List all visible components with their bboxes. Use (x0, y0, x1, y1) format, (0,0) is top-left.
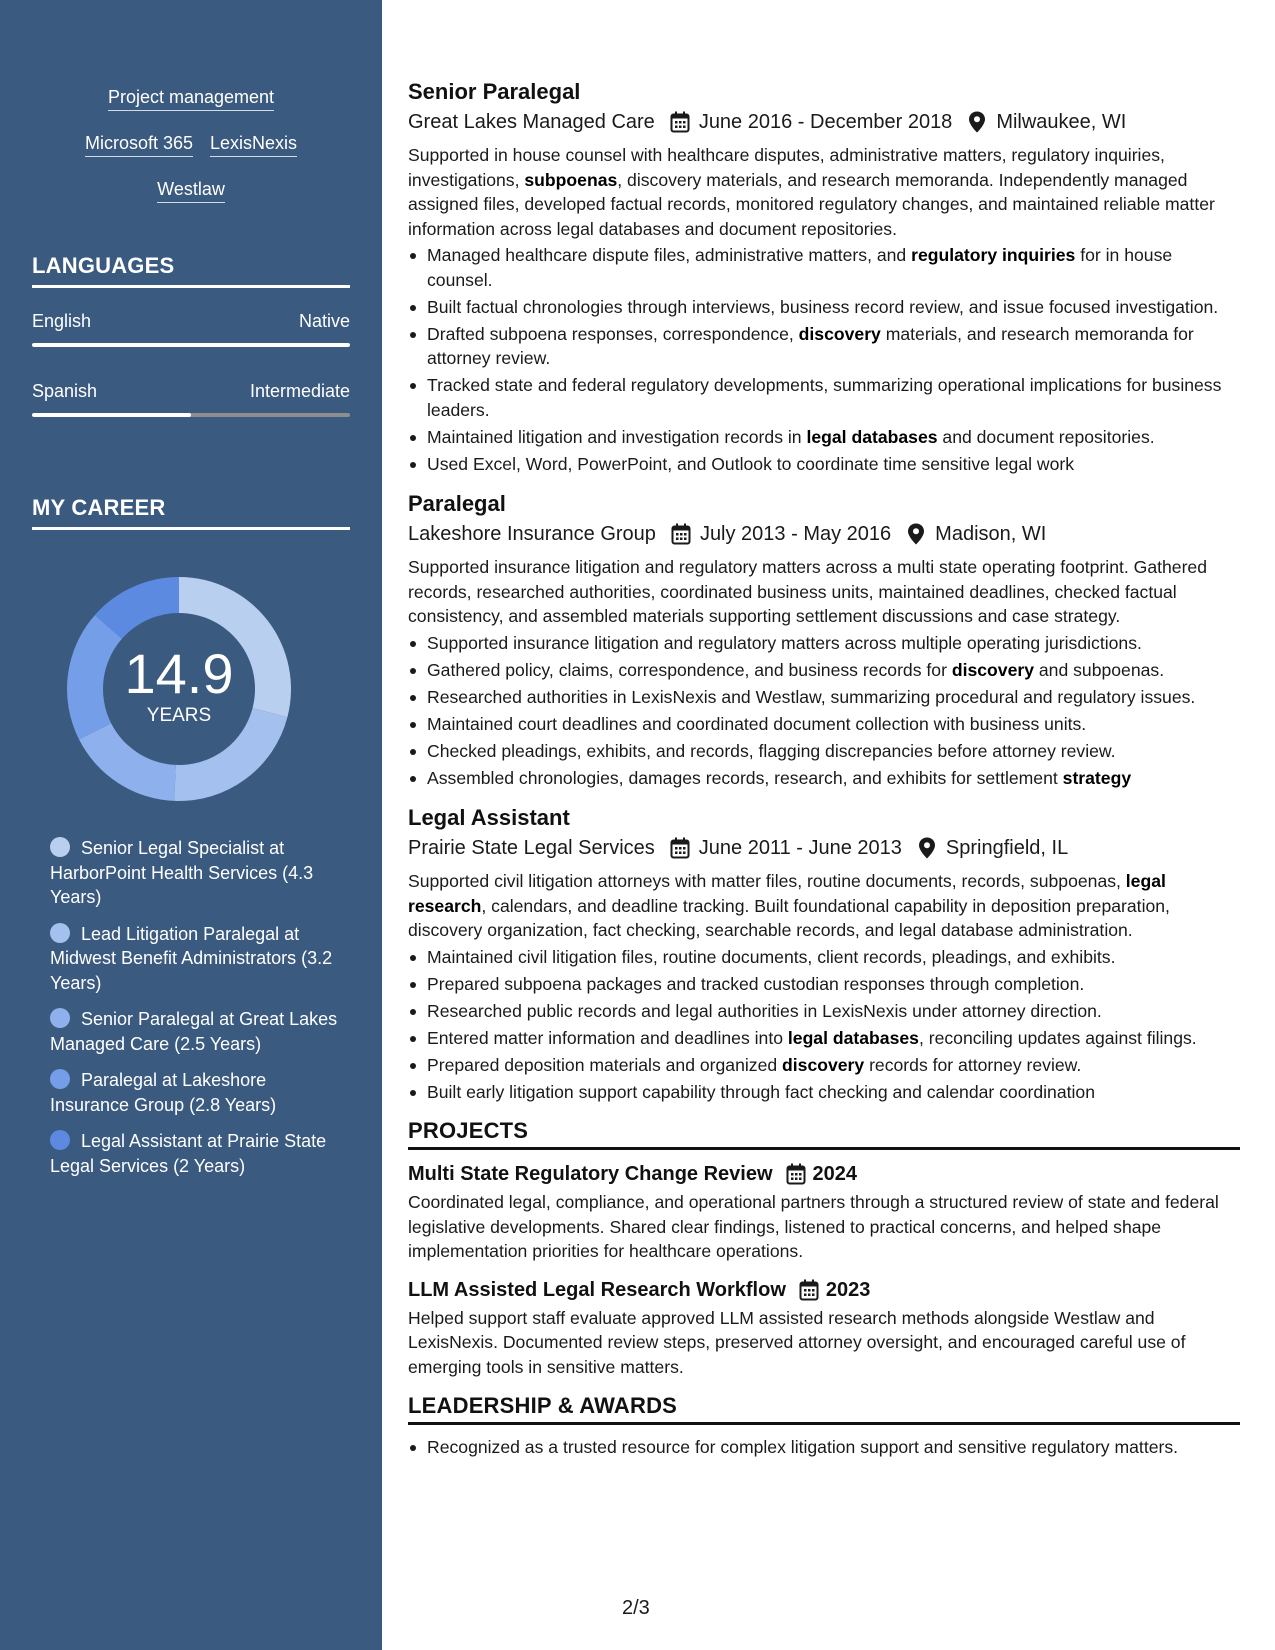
language-row-spanish (32, 381, 350, 402)
job-location: Springfield, IL (945, 837, 1069, 859)
text-run: records for attorney review. (864, 1054, 1082, 1075)
text-run: Supported in house counsel with healthcare disputes, administrative matters, regulatory inquiries, investigations, (408, 145, 1165, 190)
project-header (408, 1276, 1240, 1304)
keyword: regulatory inquiries (911, 245, 1076, 265)
skill-tag: LexisNexis (210, 132, 297, 157)
skills-list (0, 86, 382, 224)
language-bar-spanish (32, 413, 350, 417)
career-item (50, 836, 340, 910)
main-content (408, 78, 1240, 1462)
bullet-item (408, 243, 1240, 292)
calendar-icon (670, 523, 692, 545)
keyword: discovery (782, 1054, 865, 1075)
project-entry (408, 1160, 1240, 1264)
job-title: Legal Assistant (408, 805, 570, 830)
project-header (408, 1160, 1240, 1188)
job-title: Paralegal (408, 491, 506, 516)
text-run: Researched authorities in LexisNexis and Westlaw, summarizing procedural and regulatory issues. (427, 686, 1196, 707)
location-pin-icon (966, 111, 988, 133)
career-label: Legal Assistant at Prairie State Legal Services (2 Years) (50, 1131, 327, 1176)
job-entry (408, 78, 1240, 476)
project-name: LLM Assisted Legal Research Workflow (408, 1278, 786, 1301)
keyword: legal research (408, 871, 1166, 916)
text-run: , discovery materials, and research memoranda. Independently managed assigned files, developed factual records, monitored regulatory changes, and maintained reliable matter information across legal databases and document repositories. (408, 169, 1215, 239)
text-run: and document repositories. (937, 426, 1155, 447)
text-run: Checked pleadings, exhibits, and records, flagging discrepancies before attorney review. (427, 740, 1116, 761)
text-run: Managed healthcare dispute files, administrative matters, and (427, 245, 912, 265)
awards-heading: LEADERSHIP & AWARDS (408, 1393, 1240, 1425)
bullet-item (408, 373, 1240, 422)
text-run: Gathered policy, claims, correspondence, and business records for (427, 659, 952, 680)
calendar-icon (798, 1279, 820, 1301)
language-level: Native (298, 311, 350, 331)
job-title: Senior Paralegal (408, 79, 581, 104)
job-summary (408, 555, 1240, 629)
bullet-item (408, 712, 1240, 737)
bullet-item (408, 999, 1240, 1024)
career-item (50, 1068, 340, 1117)
bullet-item (408, 945, 1240, 970)
job-dates: July 2013 - May 2016 (699, 523, 892, 545)
skill-row (0, 86, 382, 111)
text-run: Entered matter information and deadlines into (427, 1027, 788, 1048)
text-run: Prepared subpoena packages and tracked custodian responses through completion. (427, 973, 1085, 994)
job-entry (408, 490, 1240, 790)
awards-list (408, 1435, 1240, 1460)
career-dot (50, 923, 70, 943)
career-legend (50, 836, 340, 1190)
bullet-item (408, 739, 1240, 764)
text-run: Drafted subpoena responses, correspondence, (427, 323, 799, 344)
text-run: Assembled chronologies, damages records, research, and exhibits for settlement (427, 767, 1063, 788)
career-dot (50, 1008, 70, 1028)
bullet-item (408, 658, 1240, 683)
language-row-english (32, 311, 350, 332)
career-dot (50, 837, 70, 857)
job-bullets (408, 631, 1240, 791)
text-run: Maintained litigation and investigation records in (427, 426, 807, 447)
text-run: Researched public records and legal authorities in LexisNexis under attorney direction. (427, 1000, 1102, 1021)
keyword: discovery (951, 659, 1034, 680)
job-entry (408, 804, 1240, 1104)
career-donut-chart (66, 576, 292, 802)
job-dates: June 2016 - December 2018 (698, 111, 953, 133)
page-number: 2/3 (622, 1597, 650, 1619)
career-heading: MY CAREER (32, 495, 350, 530)
job-summary (408, 869, 1240, 943)
company-name: Prairie State Legal Services (408, 837, 655, 859)
keyword: discovery (798, 323, 881, 344)
skill-row (0, 178, 382, 203)
text-run: Supported insurance litigation and regulatory matters across multiple operating jurisdictions. (427, 632, 1142, 653)
text-run: for in house counsel. (427, 245, 1173, 290)
bullet-item (408, 631, 1240, 656)
text-run: , calendars, and deadline tracking. Built foundational capability in deposition preparation, discovery organization, fact checking, searchable records, and legal database administration. (408, 895, 1170, 940)
text-run: Maintained court deadlines and coordinated document collection with business units. (427, 713, 1087, 734)
text-run: and subpoenas. (1033, 659, 1165, 680)
text-run: Used Excel, Word, PowerPoint, and Outlook to coordinate time sensitive legal work (427, 453, 1075, 474)
career-label: Senior Legal Specialist at HarborPoint Health Services (4.3 Years) (50, 838, 314, 907)
projects-list (408, 1160, 1240, 1379)
keyword: strategy (1062, 767, 1132, 788)
job-meta (408, 834, 1240, 862)
location-pin-icon (905, 523, 927, 545)
job-meta (408, 108, 1240, 136)
projects-heading: PROJECTS (408, 1118, 1240, 1150)
bullet-item (408, 1053, 1240, 1078)
language-bar-english (32, 343, 350, 347)
company-name: Great Lakes Managed Care (408, 111, 655, 133)
bullet-item (408, 1026, 1240, 1051)
calendar-icon (669, 837, 691, 859)
job-summary (408, 143, 1240, 241)
skill-tag: Microsoft 365 (85, 132, 193, 157)
job-dates: June 2011 - June 2013 (698, 837, 902, 859)
text-run: Prepared deposition materials and organized (427, 1054, 783, 1075)
skill-tag: Westlaw (157, 178, 225, 203)
calendar-icon (669, 111, 691, 133)
text-run: Tracked state and federal regulatory developments, summarizing operational implications for business leaders. (427, 375, 1222, 420)
project-year: 2024 (812, 1163, 858, 1185)
language-level: Intermediate (249, 381, 350, 401)
languages-heading: LANGUAGES (32, 253, 350, 288)
career-label: Lead Litigation Paralegal at Midwest Benefit Administrators (3.2 Years) (50, 923, 333, 993)
job-bullets (408, 945, 1240, 1105)
donut-center (66, 576, 292, 802)
language-name: Spanish (32, 381, 98, 401)
bullet-item (408, 972, 1240, 997)
career-item (50, 1007, 340, 1056)
career-label: Senior Paralegal at Great Lakes Managed Care (2.5 Years) (50, 1009, 338, 1054)
project-entry (408, 1276, 1240, 1380)
bullet-item (408, 425, 1240, 450)
keyword: subpoenas (524, 169, 618, 190)
text-run: Supported civil litigation attorneys with matter files, routine documents, records, subpoenas, (408, 871, 1126, 891)
keyword: legal databases (806, 426, 938, 447)
career-dot (50, 1130, 70, 1150)
text-run: Maintained civil litigation files, routine documents, client records, pleadings, and exhibits. (427, 946, 1116, 967)
location-pin-icon (916, 837, 938, 859)
job-location: Milwaukee, WI (996, 111, 1127, 133)
career-label: Paralegal at Lakeshore Insurance Group (2.8 Years) (50, 1070, 277, 1115)
bullet-item (408, 766, 1240, 791)
language-bar-fill (32, 343, 350, 347)
keyword: legal databases (787, 1027, 919, 1048)
bullet-item (408, 452, 1240, 477)
award-item: Recognized as a trusted resource for complex litigation support and sensitive regulatory matters. (408, 1435, 1240, 1460)
career-item (50, 1129, 340, 1178)
project-description: Coordinated legal, compliance, and operational partners through a structured review of state and federal legislative developments. Shared clear findings, listened to practical concerns, and helped shape implementation priorities for healthcare operations. (408, 1192, 1219, 1261)
experience-list (408, 78, 1240, 1104)
project-year: 2023 (825, 1278, 871, 1301)
career-dot (50, 1069, 70, 1089)
text-run: Built early litigation support capability through fact checking and calendar coordination (427, 1081, 1095, 1102)
language-name: English (32, 311, 92, 331)
text-run: Built factual chronologies through interviews, business record review, and issue focused investigation. (427, 296, 1219, 317)
skill-row (0, 132, 382, 157)
skill-tag: Project management (108, 86, 274, 111)
project-name: Multi State Regulatory Change Review (408, 1163, 773, 1185)
bullet-item (408, 295, 1240, 320)
project-description: Helped support staff evaluate approved LLM assisted research methods alongside Westlaw and LexisNexis. Documented review steps, preserved attorney oversight, and encouraged careful use of emerging tools in sensitive matters. (408, 1307, 1186, 1377)
text-run: , reconciling updates against filings. (918, 1027, 1197, 1048)
language-bar-fill (32, 413, 191, 417)
bullet-item (408, 1080, 1240, 1105)
job-location: Madison, WI (935, 523, 1047, 545)
job-meta (408, 520, 1240, 548)
bullet-item (408, 322, 1240, 371)
job-bullets (408, 243, 1240, 476)
career-total-unit: YEARS (146, 705, 212, 726)
sidebar (0, 0, 382, 1650)
career-item (50, 922, 340, 996)
calendar-icon (785, 1163, 807, 1185)
text-run: materials, and research memoranda for attorney review. (427, 323, 1194, 368)
career-total-years: 14.9 (124, 642, 234, 705)
bullet-item (408, 685, 1240, 710)
company-name: Lakeshore Insurance Group (408, 523, 656, 545)
text-run: Supported insurance litigation and regulatory matters across a multi state operating footprint. Gathered records, researched authorities, coordinated business units, maintained deadlines, checked factual consistency, and assembled materials supporting settlement discussions and case strategy. (408, 557, 1208, 626)
